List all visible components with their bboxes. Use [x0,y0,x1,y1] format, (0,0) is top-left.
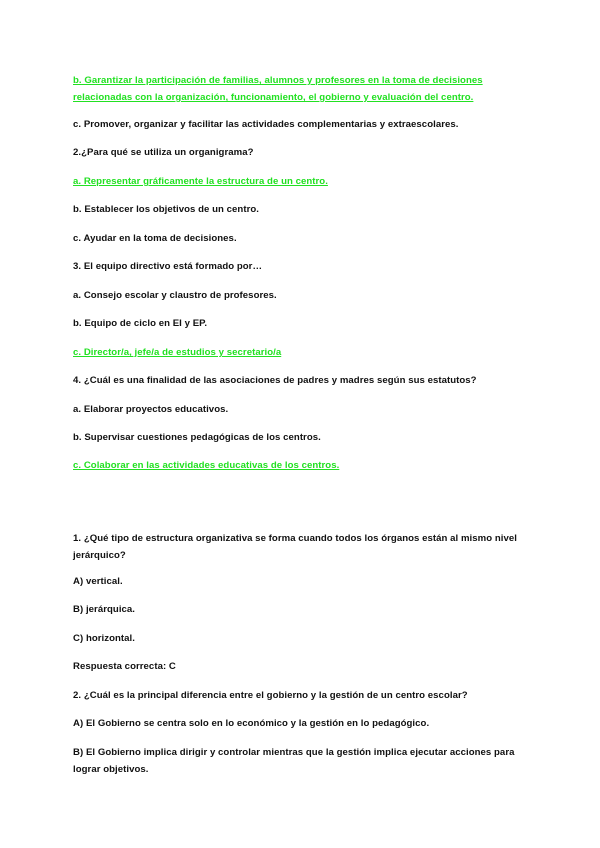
correct-answer-label: Respuesta correcta: C [73,661,176,672]
question-3: 3. El equipo directivo está formado por… [73,261,263,272]
question-2-1: 1. ¿Qué tipo de estructura organizativa se forma cuando todos los órganos están al mismo nivel jerárquico? [73,533,517,561]
answer-q4-option-a: a. Elaborar proyectos educativos. [73,404,229,415]
answer-2-2-option-a: A) El Gobierno se centra solo en lo económico y la gestión en lo pedagógico. [73,718,430,729]
answer-2-2-option-b: B) El Gobierno implica dirigir y controlar mientras que la gestión implica ejecutar acciones para lograr objetivos. [73,747,515,775]
answer-q4-option-c-correct: c. Colaborar en las actividades educativas de los centros. [73,460,340,471]
answer-q2-option-b: b. Establecer los objetivos de un centro. [73,204,259,215]
question-4: 4. ¿Cuál es una finalidad de las asociaciones de padres y madres según sus estatutos? [73,375,477,386]
answer-2-1-option-b: B) jerárquica. [73,604,136,615]
answer-2-1-option-c: C) horizontal. [73,633,135,644]
answer-2-1-option-a: A) vertical. [73,576,123,587]
answer-q1-option-c: c. Promover, organizar y facilitar las actividades complementarias y extraescolares. [73,119,459,130]
answer-q3-option-c-correct: c. Director/a, jefe/a de estudios y secretario/a [73,347,282,358]
answer-q4-option-b: b. Supervisar cuestiones pedagógicas de los centros. [73,432,321,443]
answer-q3-option-b: b. Equipo de ciclo en EI y EP. [73,318,208,329]
question-2-2: 2. ¿Cuál es la principal diferencia entre el gobierno y la gestión de un centro escolar? [73,690,468,701]
answer-q2-option-c: c. Ayudar en la toma de decisiones. [73,233,237,244]
answer-q1-option-b-correct: b. Garantizar la participación de familias, alumnos y profesores en la toma de decisiones relacionadas con la organización, funcionamiento, el gobierno y evaluación del centro. [73,75,483,103]
answer-q3-option-a: a. Consejo escolar y claustro de profesores. [73,290,277,301]
answer-q2-option-a-correct: a. Representar gráficamente la estructura de un centro. [73,176,328,187]
question-2: 2.¿Para qué se utiliza un organigrama? [73,147,254,158]
